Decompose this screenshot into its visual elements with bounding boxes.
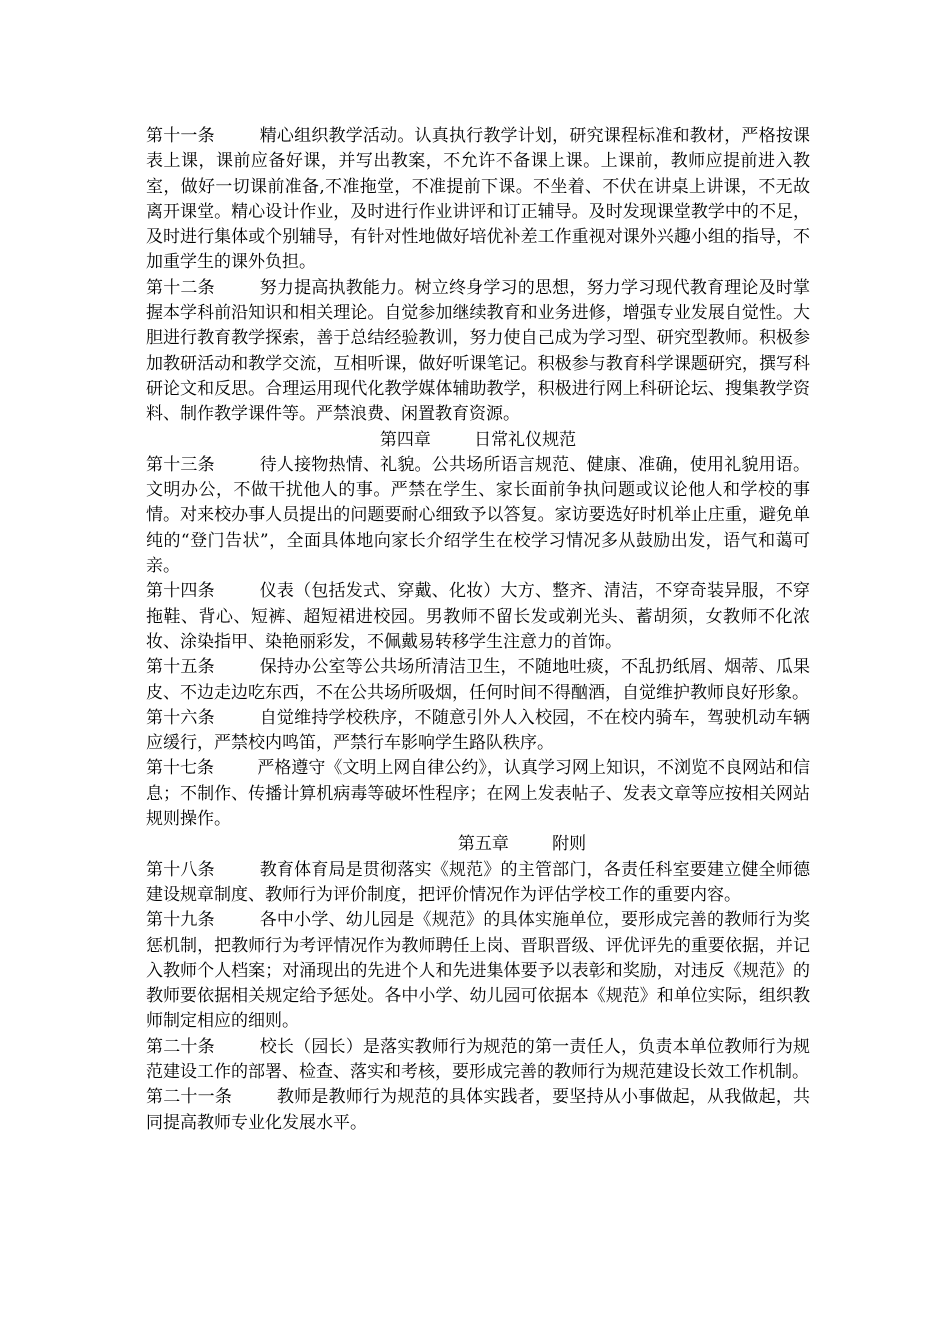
article-16 [146,706,810,757]
article-18 [146,858,810,909]
article-number: 第十四条 [146,581,215,602]
document-page [146,124,810,1136]
article-number: 第十一条 [146,126,215,146]
article-text: 校长（园长）是落实教师行为规范的第一责任人，负责本单位教师行为规范建设工作的部署、检查、落实和考核，要形成完善的教师行为规范建设长效工作机制。 [146,1036,811,1082]
article-17 [146,756,810,832]
article-text: 仪表（包括发式、穿戴、化妆）大方、整齐、清洁，不穿奇装异服，不穿拖鞋、背心、短裤、超短裙进校园。男教师不留长发或剃光头、蓄胡须，女教师不化浓妆、涂染指甲、染艳丽彩发，不佩戴易转移学生注意力的首饰。 [146,581,811,652]
chapter-number: 第五章 [457,834,509,855]
article-text: 待人接物热情、礼貌。公共场所语言规范、健康、准确，使用礼貌用语。文明办公，不做干扰他人的事。严禁在学生、家长面前争执问题或议论他人和学校的事情。对来校办事人员提出的问题要耐心细致予以答复。家访要选好时机举止庄重，避免单纯的“登门告状”，全面具体地向家长介绍学生在校学习情况多从鼓励出发，语气和蔼可亲。 [146,454,811,577]
article-21 [146,1085,810,1136]
article-11 [146,124,810,276]
article-text: 教师是教师行为规范的具体实践者，要坚持从小事做起，从我做起，共同提高教师专业化发展水平。 [146,1087,811,1133]
article-number: 第十六条 [146,707,215,728]
chapter-number: 第四章 [379,429,431,450]
article-text: 努力提高执教能力。树立终身学习的思想，努力学习现代教育理论及时掌握本学科前沿知识和相关理论。自觉参加继续教育和业务进修，增强专业发展自觉性。大胆进行教育教学探索，善于总结经验教训，努力使自己成为学习型、研究型教师。积极参加教研活动和教学交流，互相听课，做好听课笔记。积极参与教育科学课题研究，撰写科研论文和反思。合理运用现代化教学媒体辅助教学，积极进行网上科研论坛、搜集教学资料、制作教学课件等。严禁浪费、闲置教育资源。 [146,277,811,425]
article-text: 各中小学、幼儿园是《规范》的具体实施单位，要形成完善的教师行为奖惩机制，把教师行为考评情况作为教师聘任上岗、晋职晋级、评优评先的重要依据，并记入教师个人档案；对涌现出的先进个人和先进集体要予以表彰和奖励，对违反《规范》的教师要依据相关规定给予惩处。各中小学、幼儿园可依据本《规范》和单位实际，组织教师制定相应的细则。 [146,910,811,1032]
article-number: 第十九条 [146,910,215,931]
article-number: 第十七条 [146,758,215,779]
chapter-title: 附则 [552,834,587,855]
article-number: 第十三条 [146,454,215,475]
article-text: 自觉维持学校秩序，不随意引外人入校园，不在校内骑车，驾驶机动车辆应缓行，严禁校内鸣笛，严禁行车影响学生路队秩序。 [146,707,811,754]
article-13 [146,453,810,579]
chapter-4-heading [146,428,810,453]
article-number: 第十八条 [146,859,215,880]
article-number: 第二十一条 [146,1087,233,1108]
article-number: 第二十条 [146,1036,215,1057]
article-text: 教育体育局是贯彻落实《规范》的主管部门，各责任科室要建立健全师德建设规章制度、教师行为评价制度，把评价情况作为评估学校工作的重要内容。 [146,859,811,905]
article-number: 第十二条 [146,277,215,298]
article-text: 精心组织教学活动。认真执行教学计划，研究课程标准和教材，严格按课表上课，课前应备好课，并写出教案，不允许不备课上课。上课前，教师应提前进入教室，做好一切课前准备,不准拖堂，不准提前下课。不坐着、不伏在讲桌上讲课，不无故离开课堂。精心设计作业，及时进行作业讲评和订正辅导。及时发现课堂教学中的不足，及时进行集体或个别辅导，有针对性地做好培优补差工作重视对课外兴趣小组的指导，不加重学生的课外负担。 [146,126,811,273]
article-number: 第十五条 [146,657,215,678]
chapter-5-heading [146,832,810,857]
article-19 [146,908,810,1034]
chapter-title: 日常礼仪规范 [474,429,577,450]
article-text: 严格遵守《文明上网自律公约》，认真学习网上知识，不浏览不良网站和信息；不制作、传播计算机病毒等破坏性程序；在网上发表帖子、发表文章等应按相关网站规则操作。 [146,758,811,830]
article-12 [146,276,810,428]
article-15 [146,655,810,706]
article-text: 保持办公室等公共场所清洁卫生，不随地吐痰，不乱扔纸屑、烟蒂、瓜果皮、不边走边吃东西，不在公共场所吸烟，任何时间不得酗酒，自觉维护教师良好形象。 [146,657,811,703]
article-14 [146,579,810,655]
article-20 [146,1035,810,1086]
